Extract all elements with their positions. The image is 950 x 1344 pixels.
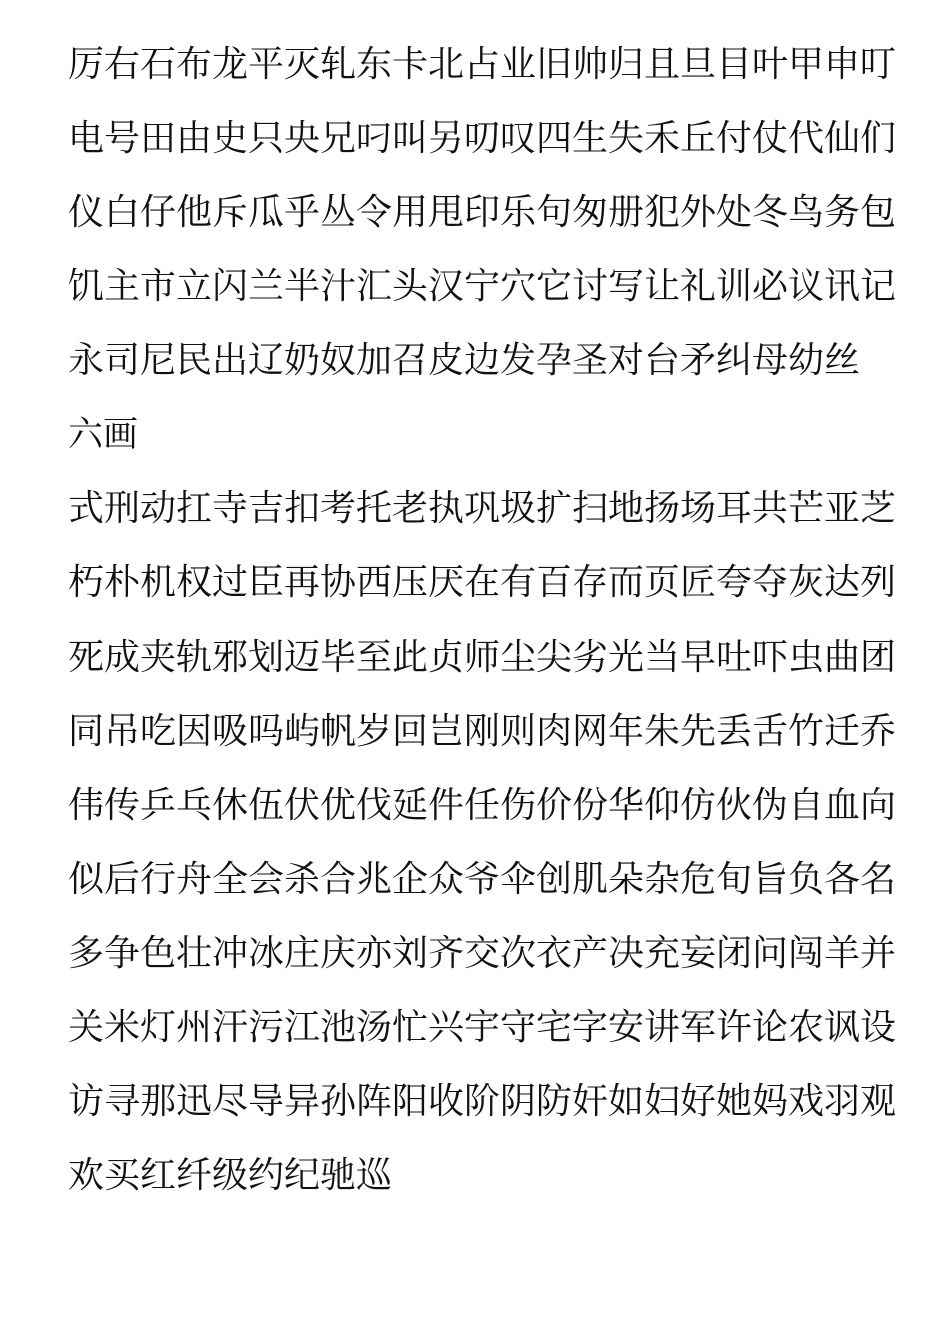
text-line: 多争色壮冲冰庄庆亦刘齐交次衣产决充妄闭问闯羊并 <box>68 933 897 974</box>
text-line: 电号田由史只央兄叼叫另叨叹四生失禾丘付仗代仙们 <box>68 118 897 159</box>
text-line: 仪白仔他斥瓜乎丛令用甩印乐句匆册犯外处冬鸟务包 <box>68 192 897 233</box>
text-line: 关米灯州汗污江池汤忙兴宇守宅字安讲军许论农讽设 <box>68 1007 897 1048</box>
text-line: 欢买红纤级约纪驰巡 <box>68 1155 393 1196</box>
text-line: 厉右石布龙平灭轧东卡北占业旧帅归且旦目叶甲申叮 <box>68 44 897 85</box>
text-line: 同吊吃因吸吗屿帆岁回岂刚则肉网年朱先丢舌竹迁乔 <box>68 711 897 752</box>
text-line: 式刑动扛寺吉扣考托老执巩圾扩扫地扬场耳共芒亚芝 <box>68 488 897 529</box>
section-heading: 六画 <box>68 415 139 455</box>
text-line: 永司尼民出辽奶奴加召皮边发孕圣对台矛纠母幼丝 <box>68 340 861 381</box>
text-line: 朽朴机权过臣再协西压厌在有百存而页匠夸夺灰达列 <box>68 562 897 603</box>
text-line: 饥主市立闪兰半汁汇头汉宁穴它讨写让礼训必议讯记 <box>68 266 897 307</box>
text-line: 伟传乒乓休伍伏优伐延件任伤价份华仰仿伙伪自血向 <box>68 785 897 826</box>
text-line: 死成夹轨邪划迈毕至此贞师尘尖劣光当早吐吓虫曲团 <box>68 637 897 678</box>
text-line: 似后行舟全会杀合兆企众爷伞创肌朵杂危旬旨负各名 <box>68 859 897 900</box>
text-line: 访寻那迅尽导异孙阵阳收阶阴防奸如妇好她妈戏羽观 <box>68 1081 897 1122</box>
